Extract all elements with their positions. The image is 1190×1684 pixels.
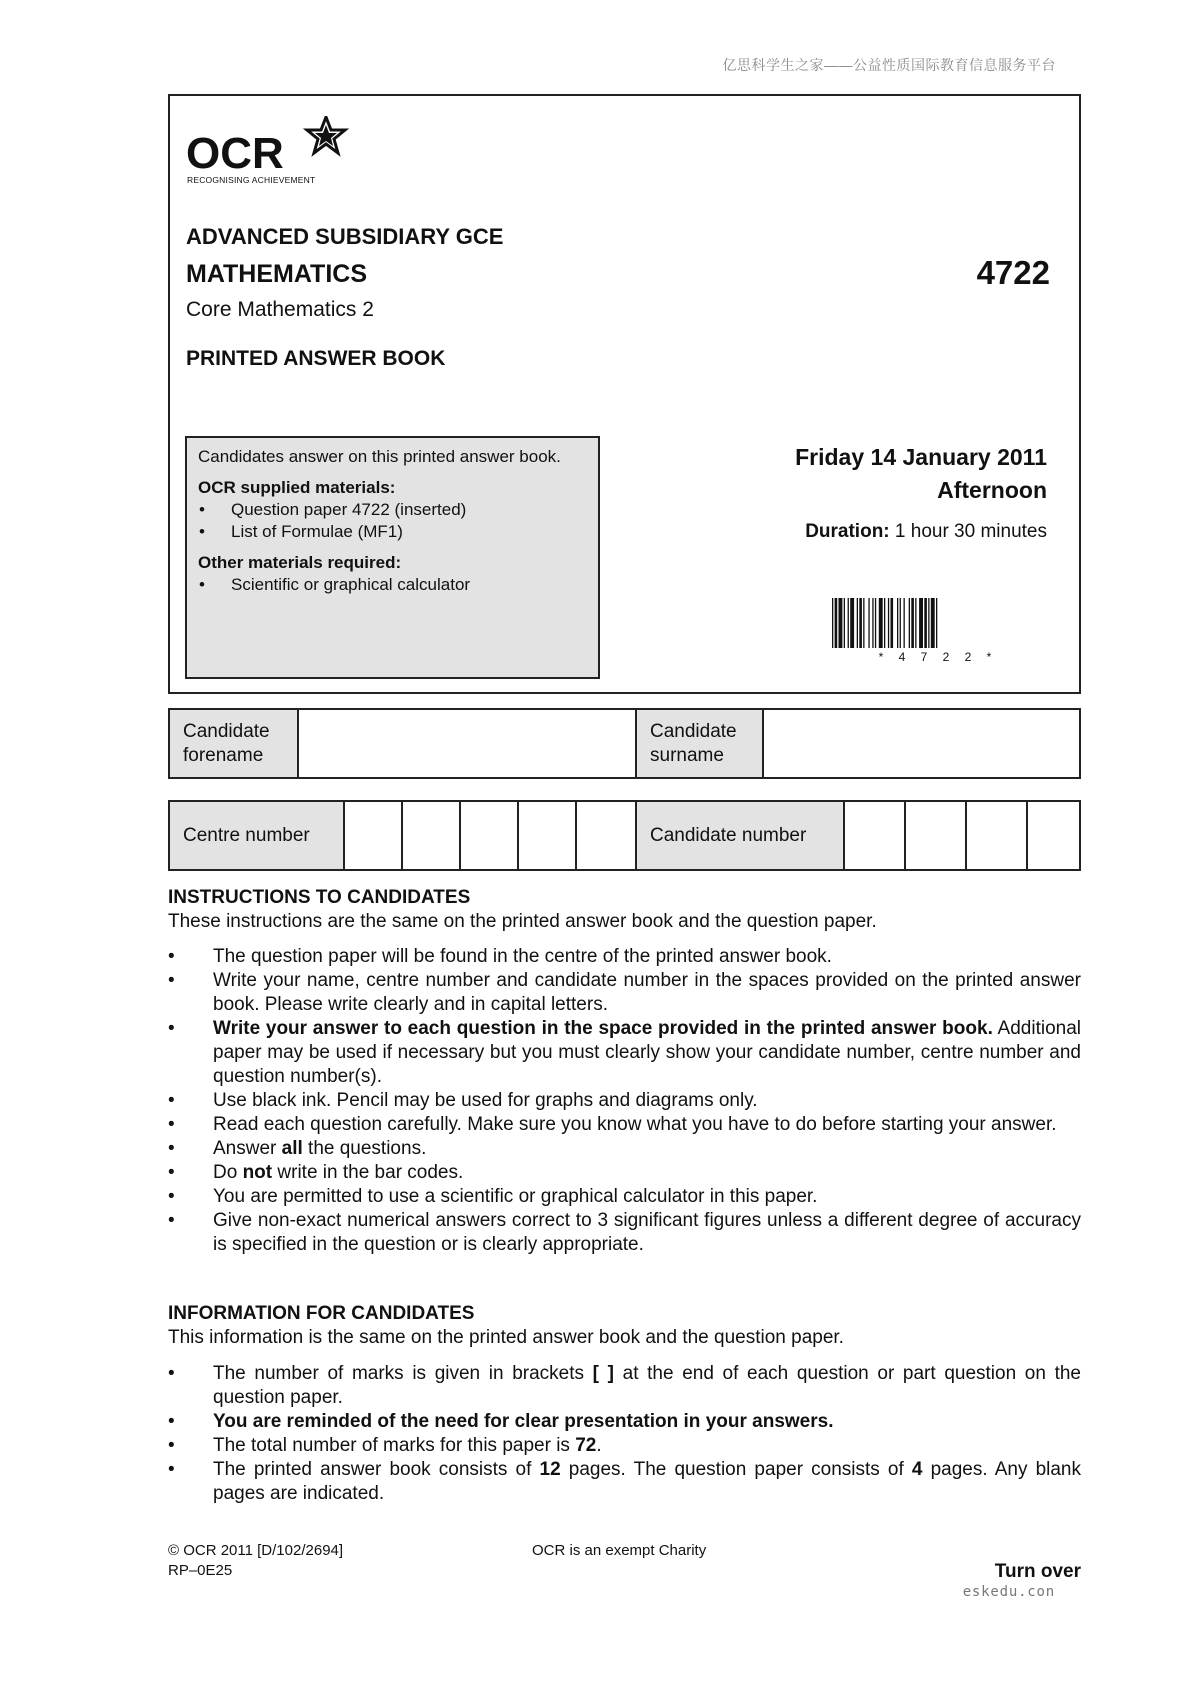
barcode-bar	[848, 598, 849, 648]
book-type: PRINTED ANSWER BOOK	[186, 347, 446, 370]
charity-note: OCR is an exempt Charity	[532, 1542, 707, 1559]
turn-over-label: Turn over	[994, 1561, 1081, 1582]
ocr-logo-text: OCR	[186, 129, 284, 178]
barcode-bar	[879, 598, 883, 648]
barcode-bar	[936, 598, 937, 648]
barcode	[830, 598, 1046, 663]
information-item: • The number of marks is given in brackets [ ] at the end of each question or part question on the question paper.	[168, 1362, 1081, 1410]
instruction-item: • Use black ink. Pencil may be used for graphs and diagrams only.	[168, 1089, 1081, 1113]
barcode-bar	[835, 598, 838, 648]
centre-number-label: Centre number	[170, 802, 343, 869]
instruction-item: • Read each question carefully. Make sure you know what you have to do before starting your answer.	[168, 1113, 1081, 1137]
candidate-number-row	[168, 800, 1081, 871]
barcode-bar	[900, 598, 901, 648]
instruction-item: • Do not write in the bar codes.	[168, 1161, 1081, 1185]
exam-session: Afternoon	[937, 477, 1047, 503]
materials-box	[185, 436, 600, 679]
barcode-bar	[931, 598, 935, 648]
candidate-number-label: Candidate number	[635, 802, 843, 869]
unit-title: Core Mathematics 2	[186, 298, 374, 321]
reference-code: RP–0E25	[168, 1562, 233, 1579]
information-item: • You are reminded of the need for clear presentation in your answers.	[168, 1410, 1081, 1434]
barcode-bar	[884, 598, 885, 648]
barcode-bar	[863, 598, 864, 648]
barcode-bar	[891, 598, 894, 648]
barcode-bar	[875, 598, 876, 648]
centre-number-box[interactable]	[517, 802, 575, 869]
instruction-item: • Write your answer to each question in the space provided in the printed answer book. Additional paper may be used if necessary but you must clearly show your candidate number, centre number and question number(s).	[168, 1017, 1081, 1089]
barcode-bar	[909, 598, 910, 648]
other-materials-heading: Other materials required:	[198, 553, 402, 572]
surname-label: Candidate surname	[635, 710, 762, 777]
duration-value: 1 hour 30 minutes	[894, 521, 1047, 542]
footer-left	[168, 1541, 343, 1581]
forename-field[interactable]	[297, 710, 635, 777]
barcode-bar	[904, 598, 905, 648]
barcode-bar	[859, 598, 862, 648]
exam-duration	[700, 521, 1047, 543]
barcode-bar	[839, 598, 843, 648]
paper-code: 4722	[976, 254, 1050, 291]
centre-number-box[interactable]	[459, 802, 517, 869]
barcode-bar	[911, 598, 914, 648]
instruction-item: • Answer all the questions.	[168, 1137, 1081, 1161]
forename-label: Candidate forename	[170, 710, 297, 777]
instructions-list	[168, 945, 1081, 1257]
information-item: • The printed answer book consists of 12 pages. The question paper consists of 4 pages. Any blank pages are indicated.	[168, 1458, 1081, 1506]
list-item: • List of Formulae (MF1)	[198, 521, 587, 543]
information-heading: INFORMATION FOR CANDIDATES	[168, 1303, 475, 1324]
barcode-bar	[872, 598, 873, 648]
instruction-item: • Write your name, centre number and candidate number in the spaces provided on the printed answer book. Please write clearly and in capital letters.	[168, 969, 1081, 1017]
exam-date-block	[700, 441, 1047, 507]
materials-intro: Candidates answer on this printed answer book.	[198, 447, 561, 466]
subject-title: MATHEMATICS	[186, 260, 367, 288]
information-item: • The total number of marks for this paper is 72.	[168, 1434, 1081, 1458]
barcode-bar	[850, 598, 854, 648]
barcode-bar	[928, 598, 929, 648]
information-intro: This information is the same on the printed answer book and the question paper.	[168, 1327, 844, 1348]
barcode-text: * 4 7 2 2 *	[878, 650, 998, 663]
other-materials-list	[198, 574, 587, 596]
supplied-heading: OCR supplied materials:	[198, 478, 396, 497]
centre-number-box[interactable]	[343, 802, 401, 869]
barcode-bar	[868, 598, 869, 648]
exam-date: Friday 14 January 2011	[795, 444, 1047, 470]
instruction-item: • The question paper will be found in the centre of the printed answer book.	[168, 945, 1081, 969]
list-item: • Scientific or graphical calculator	[198, 574, 587, 596]
candidate-number-box[interactable]	[1026, 802, 1079, 869]
barcode-bar	[888, 598, 889, 648]
barcode-bar	[924, 598, 927, 648]
candidate-number-box[interactable]	[965, 802, 1026, 869]
list-item: • Question paper 4722 (inserted)	[198, 499, 587, 521]
star-icon	[307, 117, 345, 153]
barcode-bar	[832, 598, 833, 648]
instruction-item: • You are permitted to use a scientific or graphical calculator in this paper.	[168, 1185, 1081, 1209]
candidate-number-box[interactable]	[904, 802, 965, 869]
barcode-bar	[919, 598, 923, 648]
instruction-item: • Give non-exact numerical answers correct to 3 significant figures unless a different degree of accuracy is specified in the question or is clearly appropriate.	[168, 1209, 1081, 1257]
information-list	[168, 1362, 1081, 1506]
barcode-bar	[897, 598, 898, 648]
barcode-bar	[844, 598, 845, 648]
qualification-level: ADVANCED SUBSIDIARY GCE	[186, 224, 504, 249]
bottom-watermark: eskedu.con	[962, 1584, 1055, 1600]
supplied-list	[198, 499, 587, 543]
barcode-bar	[857, 598, 858, 648]
top-watermark: 亿思科学生之家——公益性质国际教育信息服务平台	[722, 57, 1056, 73]
centre-number-box[interactable]	[401, 802, 459, 869]
copyright-text: © OCR 2011 [D/102/2694]	[168, 1542, 344, 1559]
candidate-number-box[interactable]	[843, 802, 904, 869]
instructions-heading: INSTRUCTIONS TO CANDIDATES	[168, 887, 471, 908]
centre-number-box[interactable]	[575, 802, 635, 869]
candidate-name-row	[168, 708, 1081, 779]
instructions-intro: These instructions are the same on the printed answer book and the question paper.	[168, 911, 877, 932]
duration-label: Duration:	[805, 521, 890, 542]
logo-tagline: RECOGNISING ACHIEVEMENT	[187, 175, 316, 185]
barcode-bar	[915, 598, 916, 648]
surname-field[interactable]	[762, 710, 1079, 777]
